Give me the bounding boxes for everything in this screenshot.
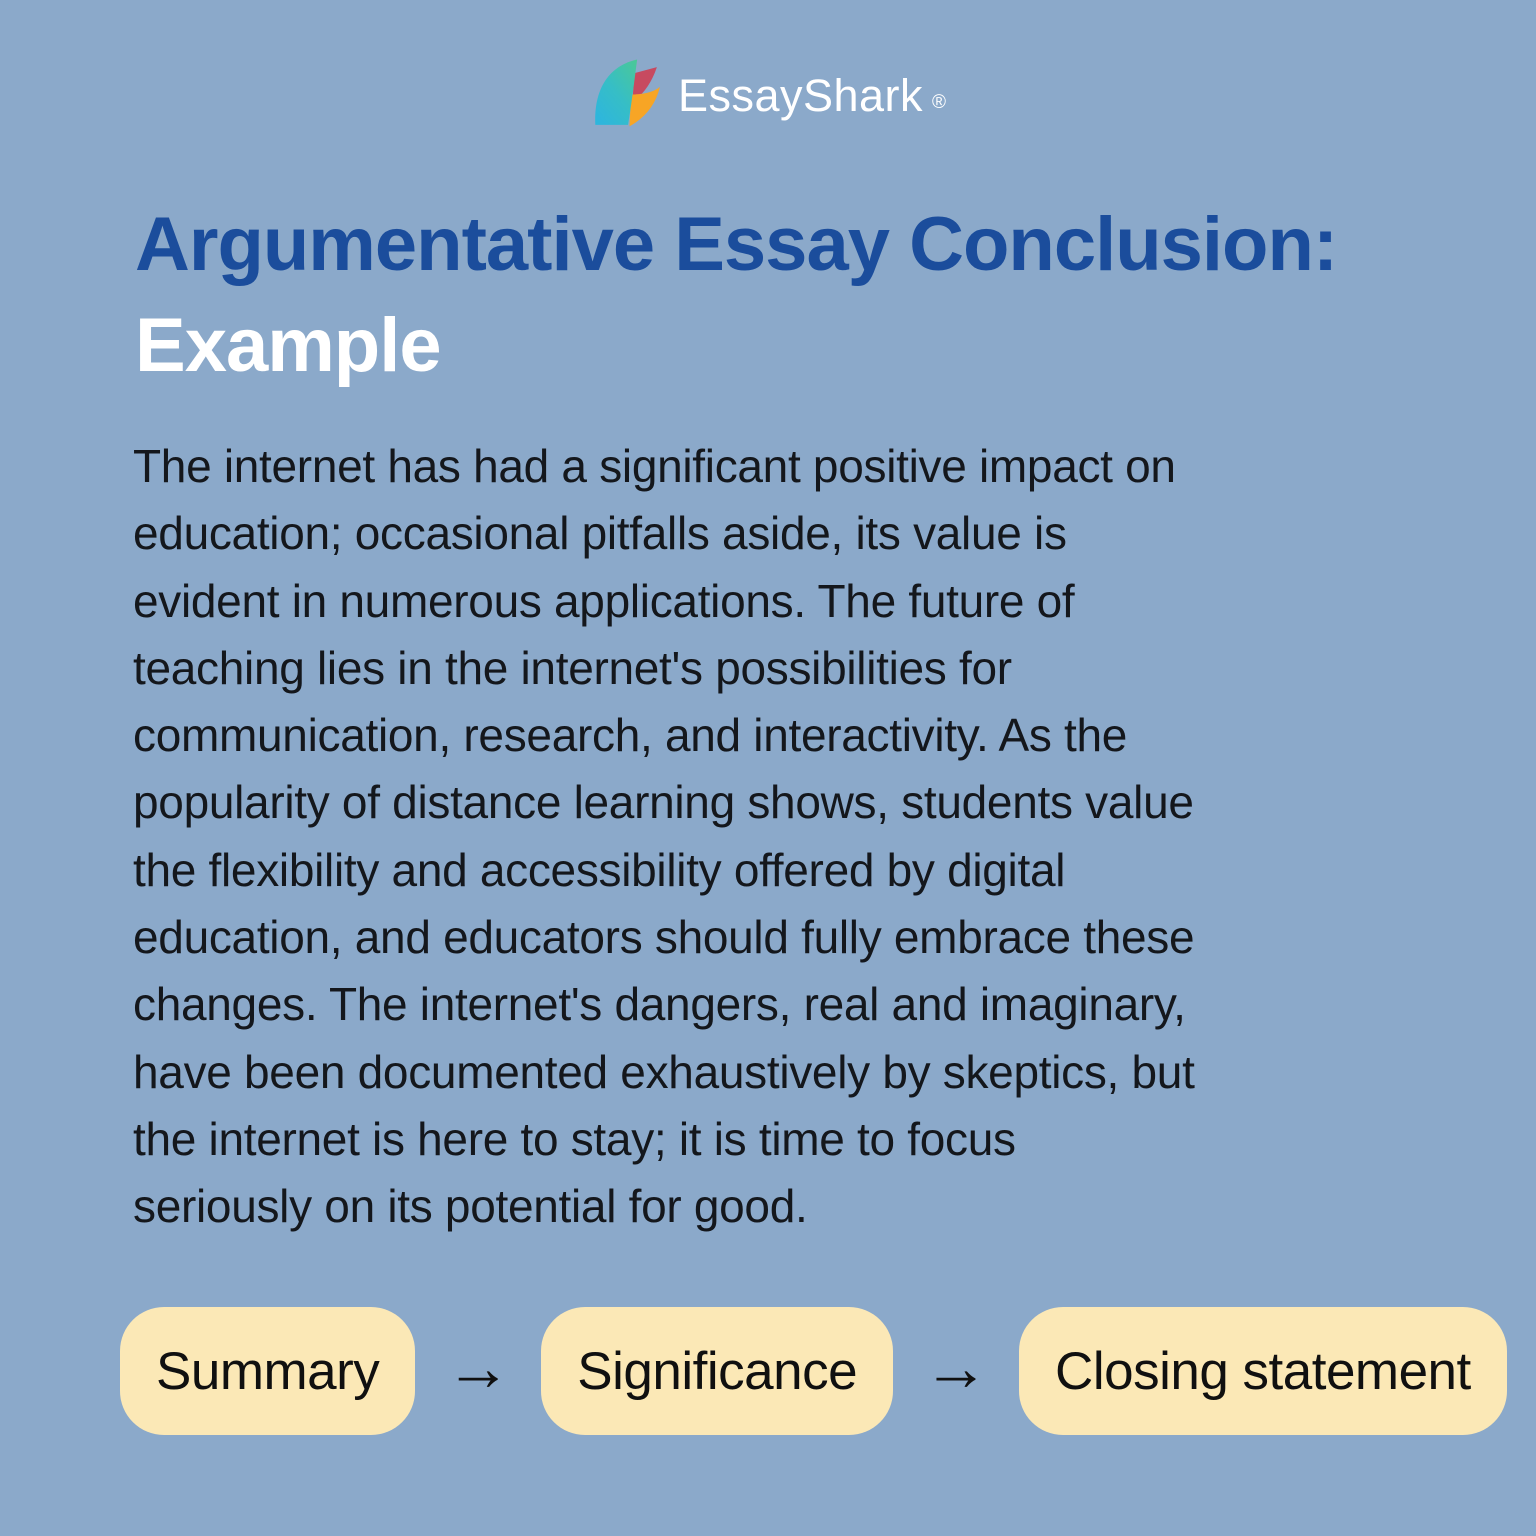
title-line-2: Example [135, 303, 441, 388]
paragraph-line: education; occasional pitfalls aside, its value is [133, 507, 1067, 560]
logo [0, 58, 1536, 134]
title-line-1: Argumentative Essay Conclusion: [135, 202, 1338, 287]
flow-step-label: Significance [577, 1341, 858, 1401]
flow-step-closing-statement [1019, 1307, 1507, 1435]
conclusion-structure-flow [120, 1307, 1507, 1435]
paragraph-line: seriously on its potential for good. [133, 1180, 808, 1233]
paragraph-line: teaching lies in the internet's possibilities for [133, 641, 1012, 694]
paragraph-line: changes. The internet's dangers, real and imaginary, [133, 978, 1186, 1031]
essayshark-fin-icon [590, 58, 666, 134]
right-arrow-icon: → [445, 1330, 512, 1404]
paragraph-line: the flexibility and accessibility offered by digital [133, 843, 1066, 896]
paragraph-line: evident in numerous applications. The future of [133, 574, 1075, 627]
page-title [135, 194, 1337, 396]
registered-trademark-symbol: ® [932, 92, 947, 113]
paragraph-line: have been documented exhaustively by skeptics, but [133, 1045, 1195, 1098]
paragraph-line: The internet has had a significant positive impact on [133, 440, 1176, 492]
flow-step-label: Closing statement [1055, 1341, 1471, 1401]
paragraph-line: popularity of distance learning shows, students value [133, 776, 1194, 829]
paragraph-line: communication, research, and interactivity. As the [133, 709, 1128, 762]
essay-example-paragraph [133, 433, 1195, 1241]
flow-step-label: Summary [156, 1341, 380, 1401]
paragraph-line: the internet is here to stay; it is time to focus [133, 1112, 1016, 1165]
brand-name: EssayShark [677, 70, 924, 121]
paragraph-line: education, and educators should fully embrace these [133, 911, 1195, 964]
flow-step-significance [541, 1307, 893, 1435]
right-arrow-icon: → [923, 1330, 990, 1404]
flow-step-summary [120, 1307, 415, 1435]
